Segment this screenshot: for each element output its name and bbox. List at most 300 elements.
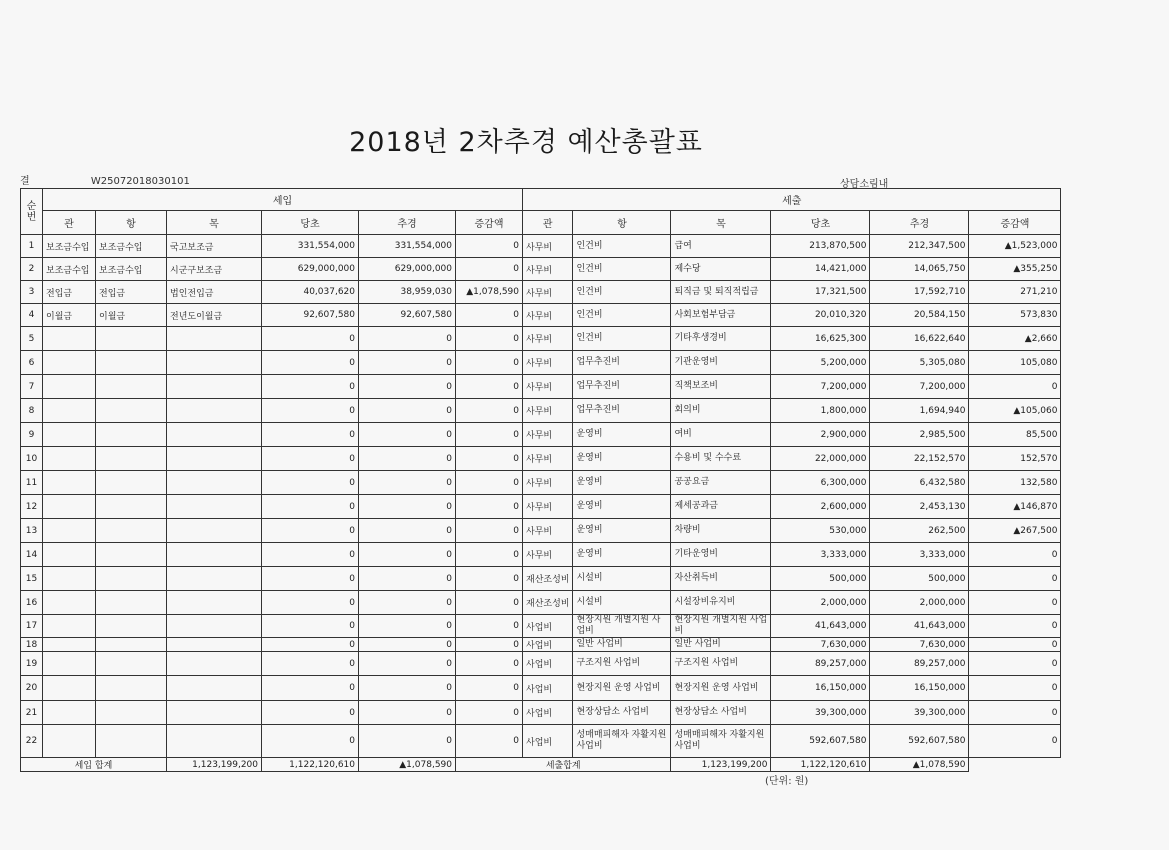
- table-row: [21, 375, 1061, 399]
- expense-gwan-cell: 재산조성비: [523, 591, 573, 615]
- income-hang-cell: [96, 471, 167, 495]
- expense-gwan-cell: 사무비: [523, 447, 573, 471]
- expense-gwan-cell: 사업비: [523, 676, 573, 701]
- income-gwan-cell: [43, 676, 96, 701]
- budget-summary-table: [20, 188, 1061, 772]
- expense-mok-cell: 급여: [671, 235, 771, 258]
- table-row: [21, 423, 1061, 447]
- expense-hang-cell: 일반 사업비: [573, 638, 671, 652]
- expense-supplementary-cell: 3,333,000: [870, 543, 969, 567]
- table-row: [21, 615, 1061, 638]
- income-diff-cell: 0: [456, 351, 523, 375]
- expense-diff-cell: 132,580: [969, 471, 1061, 495]
- income-original-cell: 92,607,580: [262, 304, 359, 327]
- income-mok-cell: [167, 591, 262, 615]
- income-supplementary-cell: 0: [359, 351, 456, 375]
- expense-mok-cell: 현장지원 운영 사업비: [671, 676, 771, 701]
- approval-stamp-label: 결: [20, 176, 30, 187]
- expense-diff-cell: ▲2,660: [969, 327, 1061, 351]
- table-row: [21, 638, 1061, 652]
- expense-original-cell: 2,900,000: [771, 423, 870, 447]
- expense-gwan-cell: 사무비: [523, 375, 573, 399]
- expense-original-cell: 1,800,000: [771, 399, 870, 423]
- income-gwan-cell: [43, 701, 96, 725]
- row-number-cell: 11: [21, 471, 43, 495]
- expense-diff-cell: 0: [969, 591, 1061, 615]
- income-original-cell: 0: [262, 676, 359, 701]
- expense-supplementary-cell: 2,000,000: [870, 591, 969, 615]
- row-number-cell: 21: [21, 701, 43, 725]
- expense-original-cell: 22,000,000: [771, 447, 870, 471]
- income-supplementary-cell: 0: [359, 423, 456, 447]
- row-number-cell: 1: [21, 235, 43, 258]
- income-mok-cell: [167, 567, 262, 591]
- expense-supplementary-cell: 2,985,500: [870, 423, 969, 447]
- expense-diff-cell: ▲355,250: [969, 258, 1061, 281]
- expense-mok-cell: 현장지원 개별지원 사업비: [671, 615, 771, 638]
- table-row: [21, 652, 1061, 676]
- expense-original-cell: 2,000,000: [771, 591, 870, 615]
- expense-total-original: 1,123,199,200: [671, 758, 771, 772]
- income-mok-cell: [167, 351, 262, 375]
- expense-diff-cell: ▲267,500: [969, 519, 1061, 543]
- income-supplementary-cell: 0: [359, 327, 456, 351]
- expense-col-header: 증감액: [969, 211, 1061, 235]
- expense-gwan-cell: 사무비: [523, 258, 573, 281]
- income-original-cell: 0: [262, 399, 359, 423]
- document-code: W25072018030101: [90, 176, 190, 187]
- income-col-header: 당초: [262, 211, 359, 235]
- income-supplementary-cell: 0: [359, 652, 456, 676]
- income-original-cell: 0: [262, 543, 359, 567]
- income-original-cell: 0: [262, 447, 359, 471]
- income-diff-cell: 0: [456, 638, 523, 652]
- expense-original-cell: 6,300,000: [771, 471, 870, 495]
- expense-supplementary-cell: 5,305,080: [870, 351, 969, 375]
- expense-gwan-cell: 사무비: [523, 423, 573, 447]
- expense-supplementary-cell: 20,584,150: [870, 304, 969, 327]
- income-supplementary-cell: 0: [359, 519, 456, 543]
- income-supplementary-cell: 0: [359, 543, 456, 567]
- income-mok-cell: [167, 447, 262, 471]
- row-number-cell: 10: [21, 447, 43, 471]
- income-original-cell: 0: [262, 591, 359, 615]
- income-original-cell: 0: [262, 701, 359, 725]
- expense-gwan-cell: 사무비: [523, 327, 573, 351]
- table-row: [21, 304, 1061, 327]
- table-row: [21, 676, 1061, 701]
- expense-diff-cell: 0: [969, 701, 1061, 725]
- expense-hang-cell: 업무추진비: [573, 351, 671, 375]
- expense-hang-cell: 업무추진비: [573, 399, 671, 423]
- income-original-cell: 40,037,620: [262, 281, 359, 304]
- income-hang-cell: 보조금수입: [96, 258, 167, 281]
- income-gwan-cell: [43, 471, 96, 495]
- income-original-cell: 0: [262, 423, 359, 447]
- income-original-cell: 0: [262, 652, 359, 676]
- expense-supplementary-cell: 89,257,000: [870, 652, 969, 676]
- expense-mok-cell: 제세공과금: [671, 495, 771, 519]
- income-hang-cell: [96, 567, 167, 591]
- expense-original-cell: 20,010,320: [771, 304, 870, 327]
- income-gwan-cell: [43, 447, 96, 471]
- income-supplementary-cell: 0: [359, 615, 456, 638]
- expense-diff-cell: 573,830: [969, 304, 1061, 327]
- expense-original-cell: 16,625,300: [771, 327, 870, 351]
- income-diff-cell: ▲1,078,590: [456, 281, 523, 304]
- expense-col-header: 항: [573, 211, 671, 235]
- income-mok-cell: [167, 638, 262, 652]
- table-row: [21, 701, 1061, 725]
- expense-mok-cell: 성매매피해자 자활지원 사업비: [671, 725, 771, 758]
- expense-header: 세출: [523, 189, 1061, 211]
- income-gwan-cell: [43, 351, 96, 375]
- income-supplementary-cell: 38,959,030: [359, 281, 456, 304]
- expense-original-cell: 213,870,500: [771, 235, 870, 258]
- income-mok-cell: 시군구보조금: [167, 258, 262, 281]
- income-total-label: 세입 합계: [21, 758, 167, 772]
- expense-mok-cell: 사회보험부담금: [671, 304, 771, 327]
- row-number-cell: 2: [21, 258, 43, 281]
- expense-original-cell: 39,300,000: [771, 701, 870, 725]
- expense-diff-cell: 0: [969, 375, 1061, 399]
- table-row: [21, 519, 1061, 543]
- expense-hang-cell: 인건비: [573, 327, 671, 351]
- income-mok-cell: [167, 676, 262, 701]
- expense-mok-cell: 기타운영비: [671, 543, 771, 567]
- expense-original-cell: 2,600,000: [771, 495, 870, 519]
- totals-row: [21, 758, 1061, 772]
- table-row: [21, 399, 1061, 423]
- expense-hang-cell: 현장상담소 사업비: [573, 701, 671, 725]
- expense-gwan-cell: 사업비: [523, 725, 573, 758]
- income-diff-cell: 0: [456, 519, 523, 543]
- income-col-header: 관: [43, 211, 96, 235]
- income-gwan-cell: [43, 519, 96, 543]
- table-row: [21, 447, 1061, 471]
- income-original-cell: 0: [262, 519, 359, 543]
- income-gwan-cell: 보조금수입: [43, 258, 96, 281]
- expense-hang-cell: 업무추진비: [573, 375, 671, 399]
- income-hang-cell: [96, 652, 167, 676]
- expense-hang-cell: 운영비: [573, 543, 671, 567]
- expense-diff-cell: 0: [969, 638, 1061, 652]
- expense-hang-cell: 구조지원 사업비: [573, 652, 671, 676]
- income-total-diff: ▲1,078,590: [359, 758, 456, 772]
- expense-mok-cell: 직책보조비: [671, 375, 771, 399]
- income-original-cell: 0: [262, 471, 359, 495]
- income-mok-cell: [167, 423, 262, 447]
- income-gwan-cell: [43, 615, 96, 638]
- table-body: [21, 235, 1061, 758]
- income-diff-cell: 0: [456, 258, 523, 281]
- row-number-cell: 7: [21, 375, 43, 399]
- income-gwan-cell: [43, 375, 96, 399]
- expense-hang-cell: 시설비: [573, 591, 671, 615]
- income-hang-cell: [96, 701, 167, 725]
- row-number-cell: 20: [21, 676, 43, 701]
- income-original-cell: 0: [262, 351, 359, 375]
- expense-mok-cell: 시설장비유지비: [671, 591, 771, 615]
- row-number-cell: 8: [21, 399, 43, 423]
- income-hang-cell: [96, 615, 167, 638]
- expense-original-cell: 41,643,000: [771, 615, 870, 638]
- expense-diff-cell: ▲1,523,000: [969, 235, 1061, 258]
- expense-mok-cell: 현장상담소 사업비: [671, 701, 771, 725]
- expense-diff-cell: 271,210: [969, 281, 1061, 304]
- expense-hang-cell: 인건비: [573, 304, 671, 327]
- table-row: [21, 495, 1061, 519]
- income-hang-cell: [96, 327, 167, 351]
- seq-header: 순 번: [21, 189, 43, 235]
- income-hang-cell: [96, 351, 167, 375]
- income-hang-cell: [96, 638, 167, 652]
- expense-diff-cell: 85,500: [969, 423, 1061, 447]
- expense-hang-cell: 인건비: [573, 281, 671, 304]
- expense-original-cell: 14,421,000: [771, 258, 870, 281]
- income-supplementary-cell: 0: [359, 399, 456, 423]
- income-header: 세입: [43, 189, 523, 211]
- expense-original-cell: 3,333,000: [771, 543, 870, 567]
- income-mok-cell: [167, 701, 262, 725]
- table-row: [21, 258, 1061, 281]
- income-mok-cell: [167, 375, 262, 399]
- row-number-cell: 9: [21, 423, 43, 447]
- expense-hang-cell: 현장지원 개별지원 사업비: [573, 615, 671, 638]
- income-diff-cell: 0: [456, 235, 523, 258]
- income-hang-cell: [96, 543, 167, 567]
- row-number-cell: 12: [21, 495, 43, 519]
- expense-hang-cell: 운영비: [573, 471, 671, 495]
- income-diff-cell: 0: [456, 304, 523, 327]
- income-supplementary-cell: 0: [359, 591, 456, 615]
- expense-mok-cell: 자산취득비: [671, 567, 771, 591]
- income-total-original: 1,123,199,200: [167, 758, 262, 772]
- organization-name: 상담소림내: [840, 179, 889, 190]
- expense-diff-cell: 0: [969, 676, 1061, 701]
- income-hang-cell: 보조금수입: [96, 235, 167, 258]
- row-number-cell: 19: [21, 652, 43, 676]
- expense-original-cell: 592,607,580: [771, 725, 870, 758]
- income-diff-cell: 0: [456, 327, 523, 351]
- expense-supplementary-cell: 22,152,570: [870, 447, 969, 471]
- expense-hang-cell: 운영비: [573, 495, 671, 519]
- document-meta: [20, 172, 190, 187]
- expense-mok-cell: 차량비: [671, 519, 771, 543]
- expense-diff-cell: 0: [969, 543, 1061, 567]
- income-supplementary-cell: 331,554,000: [359, 235, 456, 258]
- expense-original-cell: 89,257,000: [771, 652, 870, 676]
- income-original-cell: 0: [262, 327, 359, 351]
- expense-hang-cell: 인건비: [573, 258, 671, 281]
- expense-supplementary-cell: 16,150,000: [870, 676, 969, 701]
- income-hang-cell: 전입금: [96, 281, 167, 304]
- income-mok-cell: [167, 725, 262, 758]
- expense-gwan-cell: 사업비: [523, 615, 573, 638]
- income-diff-cell: 0: [456, 567, 523, 591]
- table-row: [21, 327, 1061, 351]
- expense-mok-cell: 공공요금: [671, 471, 771, 495]
- column-header-row: [21, 211, 1061, 235]
- income-diff-cell: 0: [456, 676, 523, 701]
- expense-supplementary-cell: 1,694,940: [870, 399, 969, 423]
- expense-mok-cell: 일반 사업비: [671, 638, 771, 652]
- expense-supplementary-cell: 14,065,750: [870, 258, 969, 281]
- income-diff-cell: 0: [456, 495, 523, 519]
- expense-supplementary-cell: 212,347,500: [870, 235, 969, 258]
- income-gwan-cell: [43, 567, 96, 591]
- row-number-cell: 3: [21, 281, 43, 304]
- table-row: [21, 281, 1061, 304]
- income-hang-cell: [96, 519, 167, 543]
- income-diff-cell: 0: [456, 375, 523, 399]
- income-total-supplementary: 1,122,120,610: [262, 758, 359, 772]
- income-original-cell: 0: [262, 567, 359, 591]
- expense-supplementary-cell: 7,200,000: [870, 375, 969, 399]
- expense-supplementary-cell: 7,630,000: [870, 638, 969, 652]
- income-col-header: 목: [167, 211, 262, 235]
- expense-col-header: 관: [523, 211, 573, 235]
- expense-col-header: 당초: [771, 211, 870, 235]
- income-original-cell: 0: [262, 725, 359, 758]
- income-mok-cell: [167, 495, 262, 519]
- table-row: [21, 591, 1061, 615]
- income-gwan-cell: [43, 652, 96, 676]
- expense-total-diff: ▲1,078,590: [870, 758, 969, 772]
- expense-hang-cell: 운영비: [573, 519, 671, 543]
- expense-hang-cell: 현장지원 운영 사업비: [573, 676, 671, 701]
- expense-original-cell: 7,200,000: [771, 375, 870, 399]
- income-supplementary-cell: 0: [359, 638, 456, 652]
- income-diff-cell: 0: [456, 652, 523, 676]
- income-supplementary-cell: 0: [359, 676, 456, 701]
- expense-total-supplementary: 1,122,120,610: [771, 758, 870, 772]
- income-diff-cell: 0: [456, 591, 523, 615]
- expense-gwan-cell: 사무비: [523, 304, 573, 327]
- row-number-cell: 16: [21, 591, 43, 615]
- expense-mok-cell: 여비: [671, 423, 771, 447]
- expense-hang-cell: 시설비: [573, 567, 671, 591]
- expense-mok-cell: 수용비 및 수수료: [671, 447, 771, 471]
- income-hang-cell: 이월금: [96, 304, 167, 327]
- expense-mok-cell: 기타후생경비: [671, 327, 771, 351]
- income-hang-cell: [96, 375, 167, 399]
- income-diff-cell: 0: [456, 447, 523, 471]
- expense-gwan-cell: 사무비: [523, 399, 573, 423]
- income-hang-cell: [96, 725, 167, 758]
- expense-supplementary-cell: 592,607,580: [870, 725, 969, 758]
- income-original-cell: 0: [262, 375, 359, 399]
- expense-supplementary-cell: 262,500: [870, 519, 969, 543]
- expense-diff-cell: ▲105,060: [969, 399, 1061, 423]
- expense-mok-cell: 제수당: [671, 258, 771, 281]
- expense-supplementary-cell: 6,432,580: [870, 471, 969, 495]
- income-diff-cell: 0: [456, 725, 523, 758]
- income-mok-cell: [167, 543, 262, 567]
- income-mok-cell: [167, 327, 262, 351]
- income-diff-cell: 0: [456, 615, 523, 638]
- income-gwan-cell: [43, 423, 96, 447]
- expense-supplementary-cell: 16,622,640: [870, 327, 969, 351]
- table-row: [21, 235, 1061, 258]
- expense-gwan-cell: 사무비: [523, 351, 573, 375]
- expense-gwan-cell: 사무비: [523, 519, 573, 543]
- row-number-cell: 14: [21, 543, 43, 567]
- income-gwan-cell: [43, 638, 96, 652]
- income-hang-cell: [96, 447, 167, 471]
- expense-mok-cell: 퇴직금 및 퇴직적립금: [671, 281, 771, 304]
- expense-hang-cell: 인건비: [573, 235, 671, 258]
- row-number-cell: 17: [21, 615, 43, 638]
- table-row: [21, 543, 1061, 567]
- expense-gwan-cell: 사무비: [523, 281, 573, 304]
- income-gwan-cell: [43, 725, 96, 758]
- expense-hang-cell: 성매매피해자 자활지원 사업비: [573, 725, 671, 758]
- income-col-header: 항: [96, 211, 167, 235]
- expense-original-cell: 530,000: [771, 519, 870, 543]
- income-hang-cell: [96, 676, 167, 701]
- income-mok-cell: 전년도이월금: [167, 304, 262, 327]
- income-diff-cell: 0: [456, 399, 523, 423]
- expense-diff-cell: 0: [969, 615, 1061, 638]
- row-number-cell: 5: [21, 327, 43, 351]
- income-mok-cell: [167, 519, 262, 543]
- expense-original-cell: 16,150,000: [771, 676, 870, 701]
- expense-supplementary-cell: 2,453,130: [870, 495, 969, 519]
- income-supplementary-cell: 0: [359, 495, 456, 519]
- income-mok-cell: [167, 615, 262, 638]
- row-number-cell: 6: [21, 351, 43, 375]
- income-col-header: 증감액: [456, 211, 523, 235]
- table-row: [21, 567, 1061, 591]
- income-supplementary-cell: 629,000,000: [359, 258, 456, 281]
- expense-diff-cell: 105,080: [969, 351, 1061, 375]
- expense-diff-cell: 0: [969, 725, 1061, 758]
- expense-gwan-cell: 사무비: [523, 495, 573, 519]
- expense-gwan-cell: 사업비: [523, 701, 573, 725]
- table-row: [21, 471, 1061, 495]
- expense-total-label: 세출합계: [456, 758, 671, 772]
- income-supplementary-cell: 0: [359, 471, 456, 495]
- income-diff-cell: 0: [456, 423, 523, 447]
- income-diff-cell: 0: [456, 543, 523, 567]
- income-supplementary-cell: 0: [359, 567, 456, 591]
- expense-gwan-cell: 재산조성비: [523, 567, 573, 591]
- income-gwan-cell: 이월금: [43, 304, 96, 327]
- income-mok-cell: 법인전입금: [167, 281, 262, 304]
- income-supplementary-cell: 0: [359, 701, 456, 725]
- expense-col-header: 목: [671, 211, 771, 235]
- income-gwan-cell: 보조금수입: [43, 235, 96, 258]
- income-gwan-cell: 전입금: [43, 281, 96, 304]
- expense-gwan-cell: 사무비: [523, 471, 573, 495]
- expense-supplementary-cell: 500,000: [870, 567, 969, 591]
- expense-original-cell: 17,321,500: [771, 281, 870, 304]
- row-number-cell: 4: [21, 304, 43, 327]
- expense-diff-cell: ▲146,870: [969, 495, 1061, 519]
- expense-mok-cell: 회의비: [671, 399, 771, 423]
- income-original-cell: 331,554,000: [262, 235, 359, 258]
- expense-diff-cell: 152,570: [969, 447, 1061, 471]
- income-hang-cell: [96, 591, 167, 615]
- income-original-cell: 0: [262, 495, 359, 519]
- expense-supplementary-cell: 41,643,000: [870, 615, 969, 638]
- income-supplementary-cell: 0: [359, 447, 456, 471]
- income-original-cell: 0: [262, 615, 359, 638]
- expense-original-cell: 500,000: [771, 567, 870, 591]
- income-diff-cell: 0: [456, 701, 523, 725]
- expense-original-cell: 7,630,000: [771, 638, 870, 652]
